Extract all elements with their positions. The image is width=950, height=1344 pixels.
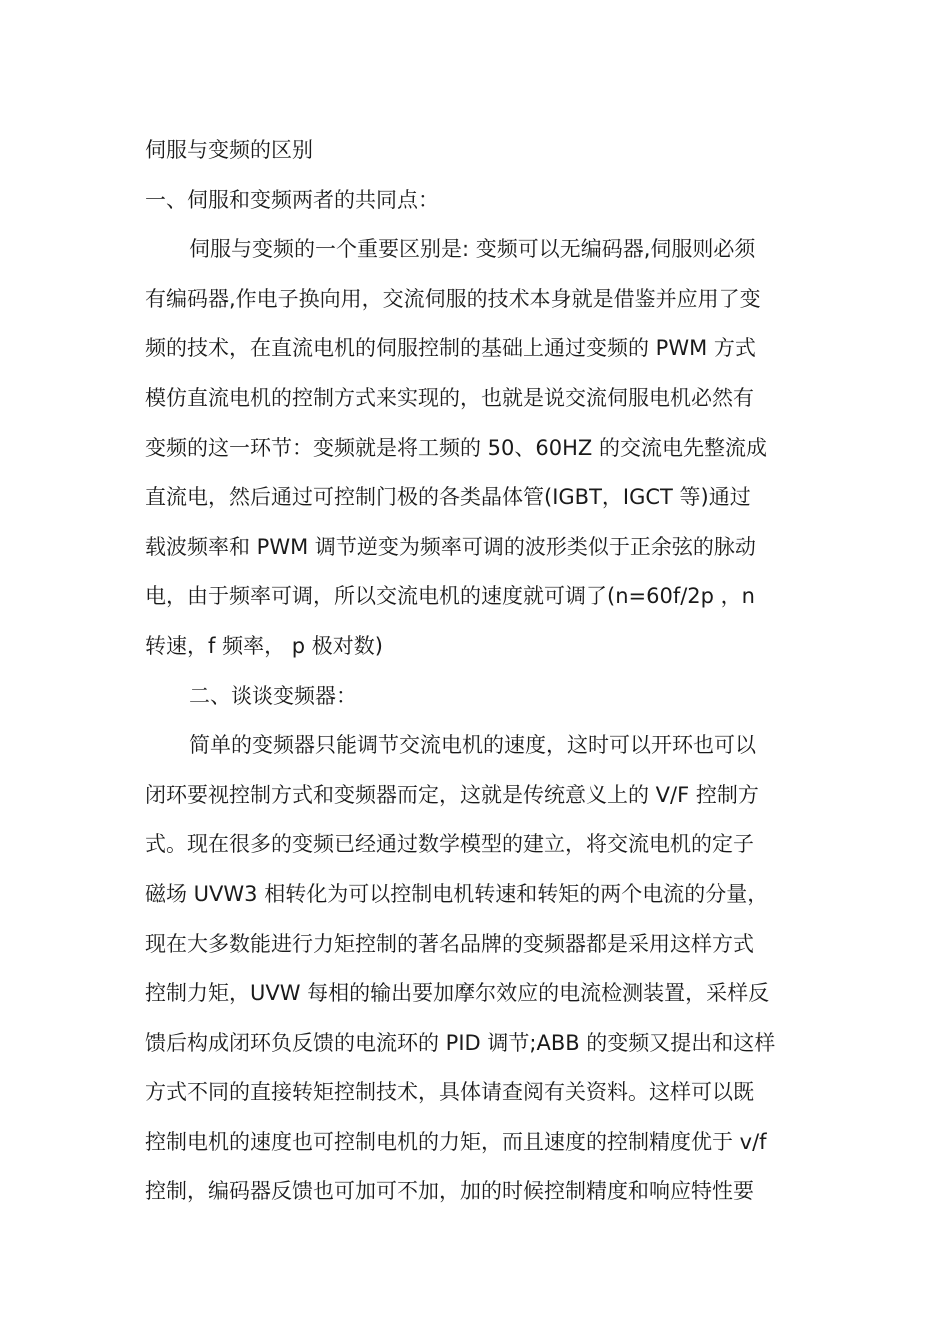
- paragraph-line: 简单的变频器只能调节交流电机的速度，这时可以开环也可以: [189, 733, 756, 758]
- section-2-paragraph: [145, 721, 825, 1217]
- document-title: 伺服与变频的区别: [145, 138, 313, 162]
- paragraph-line: 伺服与变频的一个重要区别是: 变频可以无编码器,伺服则必须: [189, 237, 756, 262]
- section-1-paragraph: [145, 225, 825, 671]
- paragraph-line: 载波频率和 PWM 调节逆变为频率可调的波形类似于正余弦的脉动: [145, 534, 756, 559]
- paragraph-line: 现在大多数能进行力矩控制的著名品牌的变频器都是采用这样方式: [145, 931, 754, 956]
- paragraph-line: 闭环要视控制方式和变频器而定，这就是传统意义上的 V/F 控制方: [145, 782, 759, 807]
- section-2-heading: 二、谈谈变频器：: [189, 683, 357, 708]
- paragraph-line: 转速，f 频率， p 极对数): [145, 633, 383, 658]
- paragraph-line: 控制，编码器反馈也可加可不加，加的时候控制精度和响应特性要: [145, 1179, 754, 1204]
- paragraph-line: 方式不同的直接转矩控制技术，具体请查阅有关资料。这样可以既: [145, 1080, 754, 1105]
- paragraph-line: 式。现在很多的变频已经通过数学模型的建立，将交流电机的定子: [145, 832, 754, 857]
- paragraph-line: 控制电机的速度也可控制电机的力矩，而且速度的控制精度优于 v/f: [145, 1129, 767, 1154]
- paragraph-line: 频的技术，在直流电机的伺服控制的基础上通过变频的 PWM 方式: [145, 336, 756, 361]
- paragraph-line: 直流电，然后通过可控制门极的各类晶体管(IGBT，IGCT 等)通过: [145, 485, 751, 510]
- paragraph-line: 模仿直流电机的控制方式来实现的，也就是说交流伺服电机必然有: [145, 385, 754, 410]
- paragraph-line: 有编码器,作电子换向用，交流伺服的技术本身就是借鉴并应用了变: [145, 286, 761, 311]
- paragraph-line: 电，由于频率可调，所以交流电机的速度就可调了(n=60f/2p ，n: [145, 584, 755, 609]
- section-1-heading: 一、伺服和变频两者的共同点：: [145, 187, 439, 212]
- paragraph-line: 磁场 UVW3 相转化为可以控制电机转速和转矩的两个电流的分量，: [145, 881, 769, 906]
- paragraph-line: 变频的这一环节：变频就是将工频的 50、60HZ 的交流电先整流成: [145, 435, 767, 460]
- document-page: [145, 126, 825, 1217]
- paragraph-line: 控制力矩，UVW 每相的输出要加摩尔效应的电流检测装置，采样反: [145, 981, 770, 1006]
- paragraph-line: 馈后构成闭环负反馈的电流环的 PID 调节;ABB 的变频又提出和这样: [145, 1030, 776, 1055]
